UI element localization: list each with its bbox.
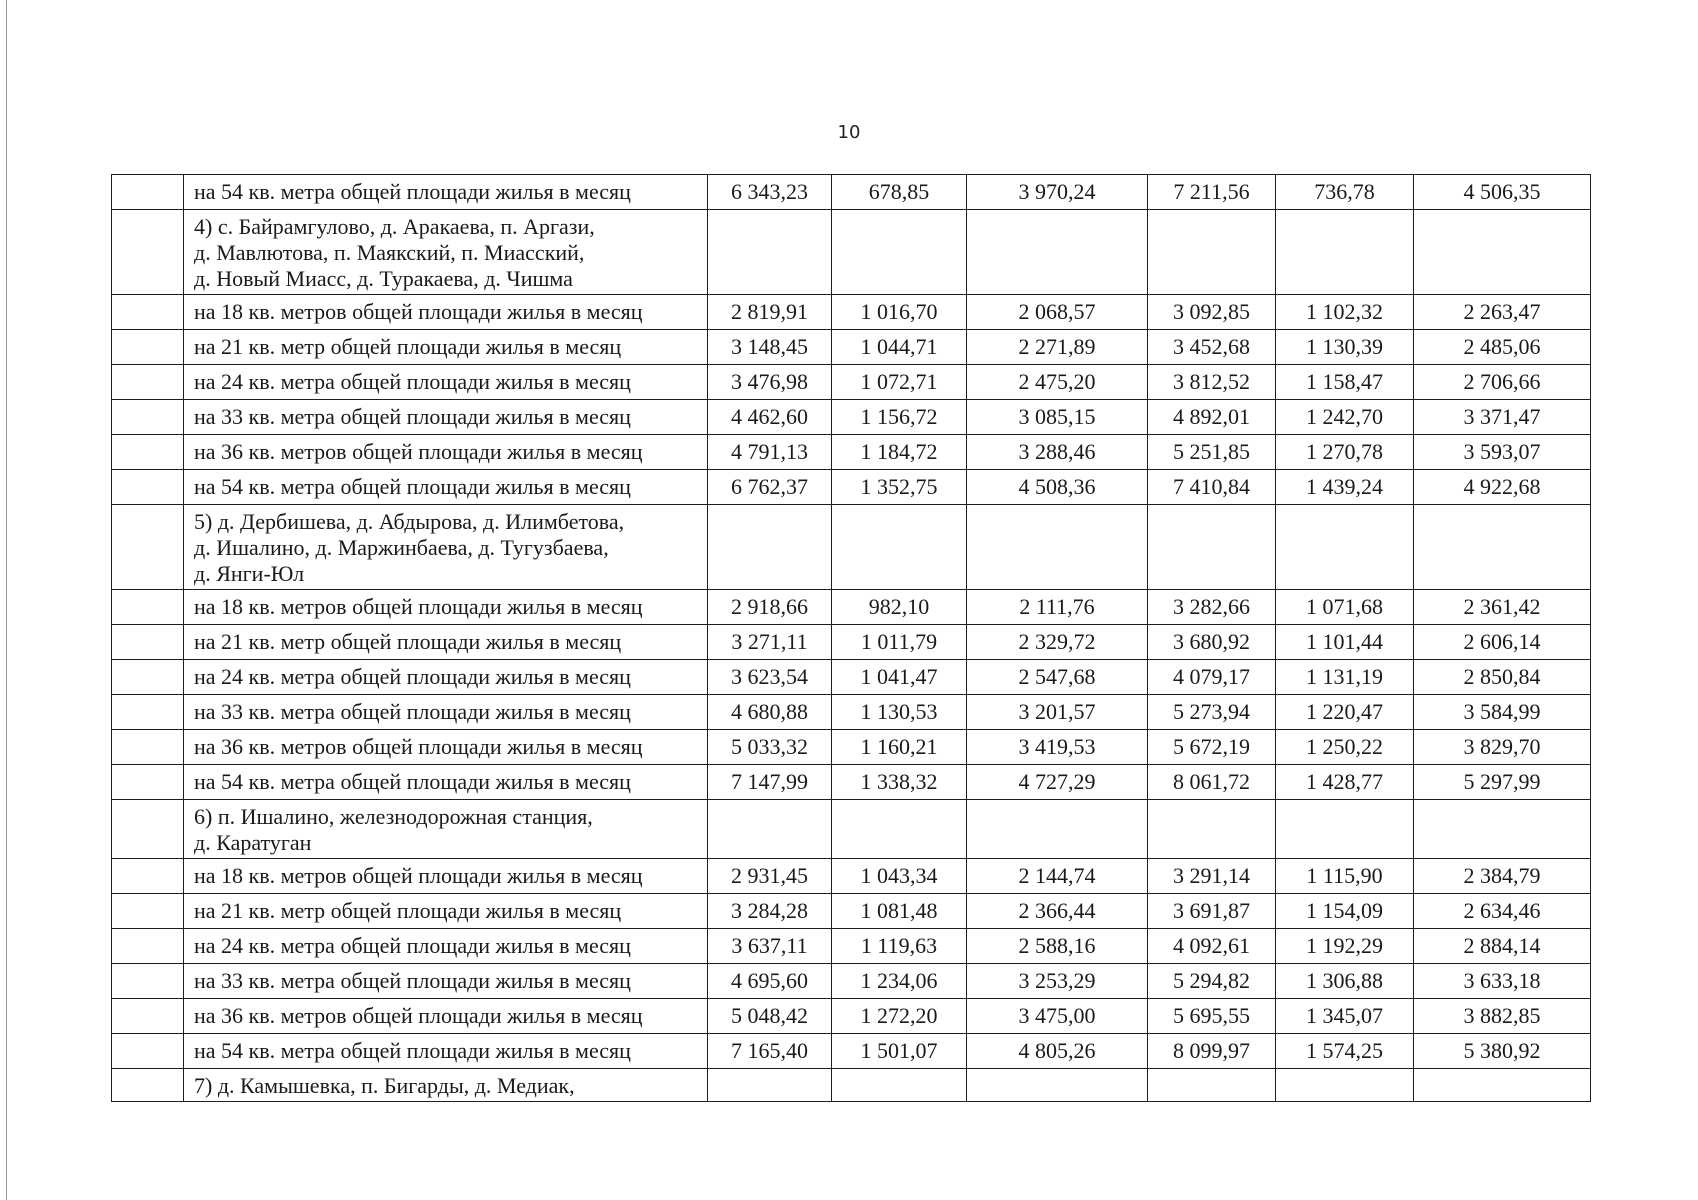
value-cell: 1 184,72 — [832, 435, 967, 470]
value-cell: 5 273,94 — [1148, 695, 1276, 730]
value-cell: 3 284,28 — [708, 894, 832, 929]
row-index-cell — [112, 964, 184, 999]
value-cell: 2 329,72 — [967, 625, 1148, 660]
locality-group-line: д. Новый Миасс, д. Туракаева, д. Чишма — [194, 266, 573, 291]
row-index-cell — [112, 894, 184, 929]
value-cell: 3 271,11 — [708, 625, 832, 660]
value-cell: 3 253,29 — [967, 964, 1148, 999]
tariff-row — [112, 295, 1591, 330]
value-cell: 1 041,47 — [832, 660, 967, 695]
locality-group-line: 4) с. Байрамгулово, д. Аракаева, п. Аргази, — [194, 214, 595, 239]
value-cell: 1 306,88 — [1276, 964, 1414, 999]
value-cell: 678,85 — [832, 175, 967, 210]
value-cell: 8 099,97 — [1148, 1034, 1276, 1069]
value-cell: 4 680,88 — [708, 695, 832, 730]
area-norm-label: на 54 кв. метра общей площади жилья в месяц — [184, 1034, 708, 1069]
tariff-row — [112, 365, 1591, 400]
value-cell: 2 706,66 — [1414, 365, 1591, 400]
value-cell: 1 272,20 — [832, 999, 967, 1034]
value-cell: 3 291,14 — [1148, 859, 1276, 894]
value-cell: 3 085,15 — [967, 400, 1148, 435]
area-norm-label: на 24 кв. метра общей площади жилья в месяц — [184, 929, 708, 964]
value-cell — [967, 210, 1148, 295]
tariff-row — [112, 964, 1591, 999]
value-cell: 2 111,76 — [967, 590, 1148, 625]
value-cell: 2 850,84 — [1414, 660, 1591, 695]
value-cell — [1148, 505, 1276, 590]
value-cell: 736,78 — [1276, 175, 1414, 210]
value-cell: 1 338,32 — [832, 765, 967, 800]
value-cell: 3 092,85 — [1148, 295, 1276, 330]
row-index-cell — [112, 470, 184, 505]
value-cell: 3 812,52 — [1148, 365, 1276, 400]
value-cell: 3 633,18 — [1414, 964, 1591, 999]
value-cell: 1 119,63 — [832, 929, 967, 964]
value-cell: 2 366,44 — [967, 894, 1148, 929]
value-cell: 7 410,84 — [1148, 470, 1276, 505]
row-index-cell — [112, 400, 184, 435]
value-cell: 3 691,87 — [1148, 894, 1276, 929]
locality-group-line: д. Янги-Юл — [194, 561, 305, 586]
value-cell: 1 072,71 — [832, 365, 967, 400]
value-cell: 1 158,47 — [1276, 365, 1414, 400]
value-cell — [967, 505, 1148, 590]
row-index-cell — [112, 365, 184, 400]
value-cell: 2 475,20 — [967, 365, 1148, 400]
row-index-cell — [112, 590, 184, 625]
row-index-cell — [112, 330, 184, 365]
value-cell: 1 043,34 — [832, 859, 967, 894]
tariff-row — [112, 1034, 1591, 1069]
tariff-row — [112, 590, 1591, 625]
value-cell: 1 011,79 — [832, 625, 967, 660]
value-cell: 8 061,72 — [1148, 765, 1276, 800]
value-cell: 2 884,14 — [1414, 929, 1591, 964]
value-cell: 4 506,35 — [1414, 175, 1591, 210]
value-cell: 2 588,16 — [967, 929, 1148, 964]
locality-group-line: 6) п. Ишалино, железнодорожная станция, — [194, 804, 593, 829]
value-cell: 3 593,07 — [1414, 435, 1591, 470]
value-cell: 5 672,19 — [1148, 730, 1276, 765]
tariff-row — [112, 929, 1591, 964]
area-norm-label: на 36 кв. метров общей площади жилья в месяц — [184, 999, 708, 1034]
value-cell — [1276, 800, 1414, 859]
tariff-table — [111, 174, 1591, 1102]
value-cell — [708, 800, 832, 859]
value-cell — [832, 1069, 967, 1102]
area-norm-label: на 18 кв. метров общей площади жилья в месяц — [184, 295, 708, 330]
value-cell: 3 148,45 — [708, 330, 832, 365]
locality-group-line: 7) д. Камышевка, п. Бигарды, д. Медиак, — [194, 1073, 575, 1098]
area-norm-label: на 21 кв. метр общей площади жилья в месяц — [184, 625, 708, 660]
locality-group-line: д. Мавлютова, п. Маякский, п. Миасский, — [194, 240, 585, 265]
tariff-row — [112, 765, 1591, 800]
page-number: 10 — [837, 122, 861, 143]
locality-group-line: 5) д. Дербишева, д. Абдырова, д. Илимбетова, — [194, 509, 625, 534]
area-norm-label: на 36 кв. метров общей площади жилья в месяц — [184, 730, 708, 765]
value-cell: 1 439,24 — [1276, 470, 1414, 505]
value-cell — [708, 210, 832, 295]
value-cell — [708, 1069, 832, 1102]
row-index-cell — [112, 859, 184, 894]
value-cell — [1276, 1069, 1414, 1102]
locality-group-cell — [184, 1069, 708, 1102]
value-cell: 3 288,46 — [967, 435, 1148, 470]
value-cell: 1 102,32 — [1276, 295, 1414, 330]
tariff-row — [112, 730, 1591, 765]
tariff-row — [112, 400, 1591, 435]
value-cell: 4 922,68 — [1414, 470, 1591, 505]
tariff-row — [112, 660, 1591, 695]
value-cell: 3 970,24 — [967, 175, 1148, 210]
value-cell: 5 048,42 — [708, 999, 832, 1034]
value-cell: 1 071,68 — [1276, 590, 1414, 625]
area-norm-label: на 33 кв. метра общей площади жилья в месяц — [184, 964, 708, 999]
value-cell: 5 033,32 — [708, 730, 832, 765]
value-cell: 4 695,60 — [708, 964, 832, 999]
value-cell: 3 637,11 — [708, 929, 832, 964]
value-cell: 1 242,70 — [1276, 400, 1414, 435]
row-index-cell — [112, 625, 184, 660]
value-cell: 5 297,99 — [1414, 765, 1591, 800]
value-cell — [1276, 210, 1414, 295]
value-cell: 4 791,13 — [708, 435, 832, 470]
locality-group-line: д. Ишалино, д. Маржинбаева, д. Тугузбаева, — [194, 535, 609, 560]
row-index-cell — [112, 999, 184, 1034]
value-cell: 1 101,44 — [1276, 625, 1414, 660]
value-cell: 2 918,66 — [708, 590, 832, 625]
value-cell: 2 931,45 — [708, 859, 832, 894]
tariff-row — [112, 999, 1591, 1034]
value-cell — [1148, 800, 1276, 859]
value-cell: 982,10 — [832, 590, 967, 625]
value-cell: 3 371,47 — [1414, 400, 1591, 435]
value-cell: 7 211,56 — [1148, 175, 1276, 210]
value-cell: 4 079,17 — [1148, 660, 1276, 695]
value-cell: 3 419,53 — [967, 730, 1148, 765]
value-cell: 4 092,61 — [1148, 929, 1276, 964]
value-cell: 1 220,47 — [1276, 695, 1414, 730]
value-cell — [1414, 800, 1591, 859]
locality-group-cell — [184, 210, 708, 295]
row-index-cell — [112, 929, 184, 964]
value-cell: 3 623,54 — [708, 660, 832, 695]
area-norm-label: на 24 кв. метра общей площади жилья в месяц — [184, 365, 708, 400]
locality-group-cell — [184, 505, 708, 590]
value-cell — [1148, 210, 1276, 295]
area-norm-label: на 24 кв. метра общей площади жилья в месяц — [184, 660, 708, 695]
value-cell: 2 819,91 — [708, 295, 832, 330]
value-cell: 2 361,42 — [1414, 590, 1591, 625]
tariff-row — [112, 435, 1591, 470]
row-index-cell — [112, 210, 184, 295]
value-cell: 2 271,89 — [967, 330, 1148, 365]
area-norm-label: на 33 кв. метра общей площади жилья в месяц — [184, 695, 708, 730]
value-cell: 2 485,06 — [1414, 330, 1591, 365]
row-index-cell — [112, 695, 184, 730]
locality-group-row — [112, 210, 1591, 295]
value-cell: 4 892,01 — [1148, 400, 1276, 435]
locality-group-row — [112, 800, 1591, 859]
locality-group-row — [112, 505, 1591, 590]
value-cell: 1 044,71 — [832, 330, 967, 365]
value-cell: 5 251,85 — [1148, 435, 1276, 470]
tariff-row — [112, 695, 1591, 730]
value-cell: 1 428,77 — [1276, 765, 1414, 800]
value-cell: 4 508,36 — [967, 470, 1148, 505]
row-index-cell — [112, 1034, 184, 1069]
tariff-row — [112, 625, 1591, 660]
value-cell: 1 016,70 — [832, 295, 967, 330]
row-index-cell — [112, 505, 184, 590]
value-cell — [1414, 505, 1591, 590]
row-index-cell — [112, 295, 184, 330]
value-cell: 2 263,47 — [1414, 295, 1591, 330]
row-index-cell — [112, 800, 184, 859]
value-cell: 6 343,23 — [708, 175, 832, 210]
area-norm-label: на 54 кв. метра общей площади жилья в месяц — [184, 175, 708, 210]
area-norm-label: на 54 кв. метра общей площади жилья в месяц — [184, 470, 708, 505]
area-norm-label: на 54 кв. метра общей площади жилья в месяц — [184, 765, 708, 800]
value-cell: 4 805,26 — [967, 1034, 1148, 1069]
value-cell: 1 160,21 — [832, 730, 967, 765]
value-cell: 1 250,22 — [1276, 730, 1414, 765]
area-norm-label: на 33 кв. метра общей площади жилья в месяц — [184, 400, 708, 435]
value-cell — [832, 210, 967, 295]
tariff-row — [112, 175, 1591, 210]
locality-group-line: д. Каратуган — [194, 830, 312, 855]
value-cell: 3 282,66 — [1148, 590, 1276, 625]
value-cell: 1 574,25 — [1276, 1034, 1414, 1069]
value-cell: 7 147,99 — [708, 765, 832, 800]
value-cell — [832, 800, 967, 859]
value-cell — [1414, 1069, 1591, 1102]
locality-group-row — [112, 1069, 1591, 1102]
row-index-cell — [112, 1069, 184, 1102]
row-index-cell — [112, 435, 184, 470]
value-cell: 3 452,68 — [1148, 330, 1276, 365]
value-cell: 1 130,39 — [1276, 330, 1414, 365]
row-index-cell — [112, 730, 184, 765]
value-cell: 1 156,72 — [832, 400, 967, 435]
value-cell — [708, 505, 832, 590]
value-cell: 6 762,37 — [708, 470, 832, 505]
value-cell: 1 234,06 — [832, 964, 967, 999]
value-cell: 2 606,14 — [1414, 625, 1591, 660]
row-index-cell — [112, 660, 184, 695]
value-cell: 1 131,19 — [1276, 660, 1414, 695]
value-cell: 4 727,29 — [967, 765, 1148, 800]
value-cell: 3 882,85 — [1414, 999, 1591, 1034]
row-index-cell — [112, 175, 184, 210]
value-cell: 5 695,55 — [1148, 999, 1276, 1034]
tariff-row — [112, 470, 1591, 505]
locality-group-cell — [184, 800, 708, 859]
value-cell: 5 380,92 — [1414, 1034, 1591, 1069]
area-norm-label: на 21 кв. метр общей площади жилья в месяц — [184, 894, 708, 929]
value-cell: 1 345,07 — [1276, 999, 1414, 1034]
area-norm-label: на 21 кв. метр общей площади жилья в месяц — [184, 330, 708, 365]
value-cell: 1 115,90 — [1276, 859, 1414, 894]
row-index-cell — [112, 765, 184, 800]
value-cell: 7 165,40 — [708, 1034, 832, 1069]
value-cell: 1 501,07 — [832, 1034, 967, 1069]
value-cell: 1 081,48 — [832, 894, 967, 929]
value-cell: 2 547,68 — [967, 660, 1148, 695]
value-cell — [967, 1069, 1148, 1102]
value-cell: 1 154,09 — [1276, 894, 1414, 929]
tariff-row — [112, 894, 1591, 929]
value-cell: 1 270,78 — [1276, 435, 1414, 470]
value-cell: 2 384,79 — [1414, 859, 1591, 894]
value-cell — [832, 505, 967, 590]
scan-edge-line — [6, 0, 7, 1200]
value-cell — [967, 800, 1148, 859]
area-norm-label: на 18 кв. метров общей площади жилья в месяц — [184, 859, 708, 894]
value-cell: 3 201,57 — [967, 695, 1148, 730]
value-cell: 3 584,99 — [1414, 695, 1591, 730]
value-cell: 2 144,74 — [967, 859, 1148, 894]
value-cell: 1 130,53 — [832, 695, 967, 730]
value-cell — [1414, 210, 1591, 295]
value-cell: 5 294,82 — [1148, 964, 1276, 999]
value-cell: 3 829,70 — [1414, 730, 1591, 765]
value-cell: 2 634,46 — [1414, 894, 1591, 929]
value-cell: 4 462,60 — [708, 400, 832, 435]
tariff-table-body — [112, 175, 1591, 1102]
value-cell — [1276, 505, 1414, 590]
tariff-row — [112, 859, 1591, 894]
tariff-row — [112, 330, 1591, 365]
value-cell: 2 068,57 — [967, 295, 1148, 330]
area-norm-label: на 18 кв. метров общей площади жилья в месяц — [184, 590, 708, 625]
value-cell — [1148, 1069, 1276, 1102]
value-cell: 1 352,75 — [832, 470, 967, 505]
area-norm-label: на 36 кв. метров общей площади жилья в месяц — [184, 435, 708, 470]
value-cell: 1 192,29 — [1276, 929, 1414, 964]
value-cell: 3 680,92 — [1148, 625, 1276, 660]
value-cell: 3 476,98 — [708, 365, 832, 400]
value-cell: 3 475,00 — [967, 999, 1148, 1034]
